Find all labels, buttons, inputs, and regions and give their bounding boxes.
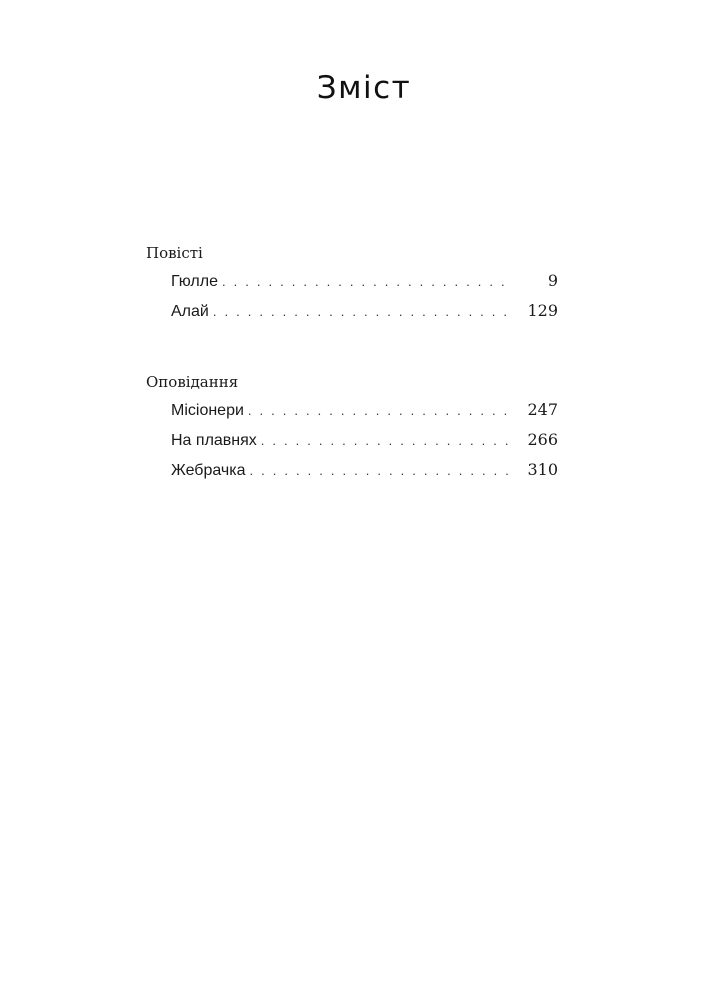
dot-leader — [261, 426, 508, 456]
dot-leader — [213, 297, 508, 327]
toc-entry-page-number: 266 — [527, 430, 558, 449]
toc-entry-page-number: 9 — [547, 271, 558, 290]
section-heading: Повісті — [146, 244, 203, 262]
toc-entry[interactable] — [146, 395, 558, 425]
toc-entry[interactable] — [146, 266, 558, 296]
toc-entry-title: Гюлле — [171, 273, 218, 290]
toc-entry-title: Місіонери — [171, 402, 244, 419]
toc-entry-page-number: 129 — [527, 301, 558, 320]
dot-leader — [250, 456, 509, 486]
toc-section-opovidannia — [146, 369, 558, 485]
toc-section-povisti — [146, 240, 558, 326]
toc-entry-page-number: 310 — [527, 460, 558, 479]
toc-entry[interactable] — [146, 296, 558, 326]
section-heading: Оповідання — [146, 373, 239, 391]
toc-entry-title: На плавнях — [171, 432, 257, 449]
toc-entry-title: Жебрачка — [171, 462, 246, 479]
page-title: Зміст — [316, 70, 412, 106]
toc-entry[interactable] — [146, 425, 558, 455]
dot-leader — [222, 267, 508, 297]
toc-entry[interactable] — [146, 455, 558, 485]
toc-entry-title: Алай — [171, 303, 209, 320]
dot-leader — [248, 396, 508, 426]
toc-entry-page-number: 247 — [527, 400, 558, 419]
